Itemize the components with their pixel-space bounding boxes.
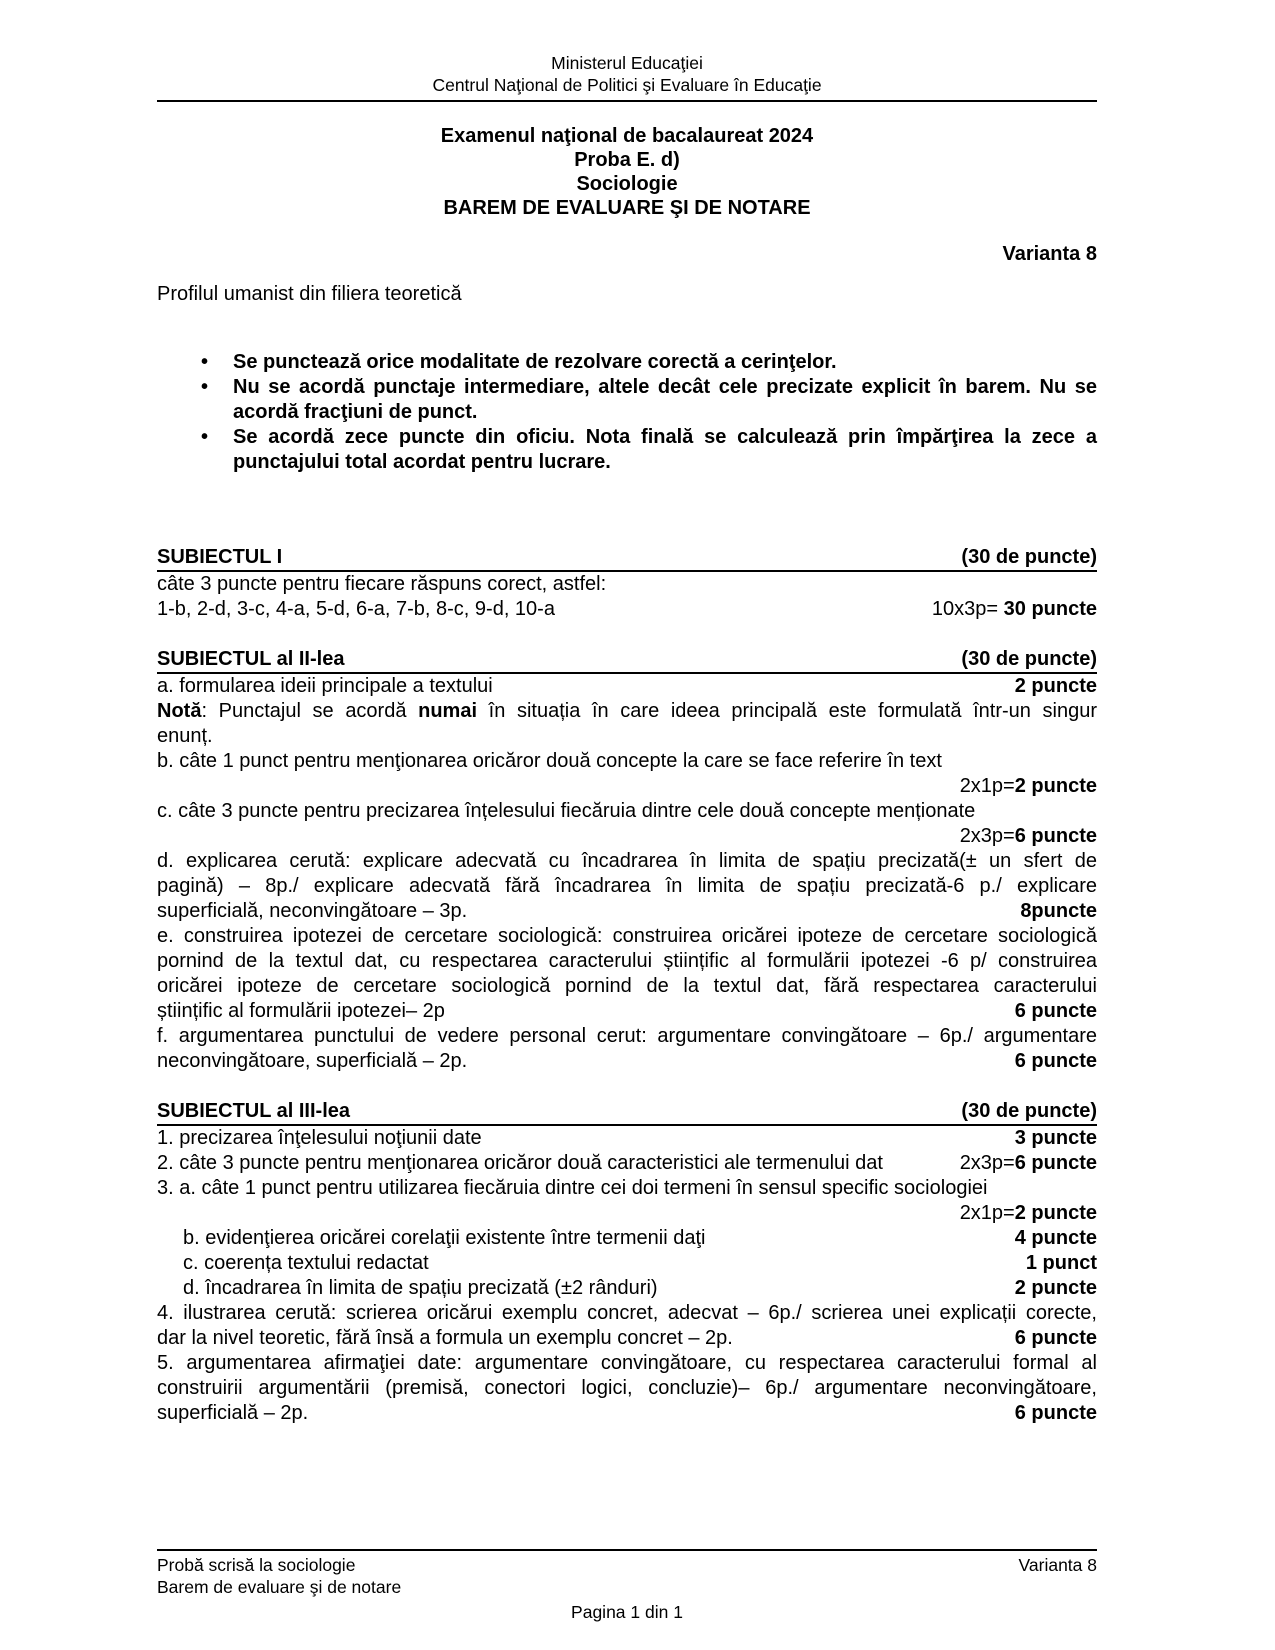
- doc-line: [157, 924, 1097, 949]
- text-segment: c. câte 3 puncte pentru precizarea înțelesului fiecăruia dintre cele două concepte menționate: [157, 800, 976, 822]
- doc-line: [157, 1401, 1097, 1426]
- doc-line: [157, 999, 1097, 1024]
- line-text: [157, 1049, 1005, 1074]
- title-block: [157, 124, 1097, 220]
- line-text: [157, 674, 1005, 699]
- text-segment: 1 punct: [1025, 1252, 1097, 1274]
- line-points: [1005, 1401, 1097, 1426]
- text-segment: pagină) – 8p./ explicare adecvată fără încadrarea în limita de spațiu precizată-6 p./ explicare: [157, 875, 1097, 897]
- exam-subject: Sociologie: [576, 173, 678, 195]
- doc-line: [157, 799, 1097, 824]
- text-segment: 8puncte: [1020, 900, 1097, 922]
- text-segment: pornind de la textul dat, cu respectarea caracterului științific al formulării ipotezei -6 p/ construirea: [157, 950, 1097, 972]
- doc-line: [157, 974, 1097, 999]
- section: [157, 647, 1097, 1074]
- doc-line: [157, 874, 1097, 899]
- text-segment: neconvingătoare, superficială – 2p.: [157, 1050, 468, 1072]
- section-title: SUBIECTUL al III-lea: [157, 1100, 351, 1122]
- section-heading: [157, 545, 1097, 572]
- doc-line: [157, 1201, 1097, 1226]
- exam-title: Examenul naţional de bacalaureat 2024: [440, 125, 814, 147]
- text-segment: oricărei ipoteze de cercetare sociologică pornind de la textul dat, fără respectarea caracterului: [157, 975, 1097, 997]
- line-text: [157, 1401, 1005, 1426]
- center-name: Centrul Naţional de Politici şi Evaluare în Educaţie: [432, 75, 822, 95]
- text-segment: 2x3p=: [959, 1152, 1015, 1174]
- ministry-name: Ministerul Educaţiei: [551, 53, 703, 73]
- section-points: (30 de puncte): [961, 648, 1097, 670]
- doc-line: [157, 674, 1097, 699]
- doc-line: [157, 1351, 1097, 1376]
- line-text: [157, 1351, 1097, 1376]
- section-heading: [157, 647, 1097, 674]
- line-text: [157, 1024, 1097, 1049]
- line-points: [950, 774, 1097, 799]
- text-segment: 2x1p=: [959, 775, 1015, 797]
- line-text: [157, 974, 1097, 999]
- line-points: [1005, 674, 1097, 699]
- exam-proba: Proba E. d): [574, 149, 680, 171]
- doc-line: [157, 1276, 1097, 1301]
- text-segment: științific al formulării ipotezei– 2p: [157, 1000, 445, 1022]
- doc-line: [157, 1024, 1097, 1049]
- bullet-marker-icon: •: [201, 376, 209, 398]
- doc-line: [157, 1151, 1097, 1176]
- section-points: (30 de puncte): [961, 546, 1097, 568]
- footer-variant: Varianta 8: [1018, 1555, 1097, 1575]
- text-segment: b. evidenţierea oricărei corelaţii existente între termenii daţi: [183, 1227, 706, 1249]
- text-segment: 3. a. câte 1 punct pentru utilizarea fiecăruia dintre cei doi termeni în sensul specific sociologiei: [157, 1177, 988, 1199]
- text-segment: 4. ilustrarea cerută: scrierea oricărui exemplu concret, adecvat – 6p./ scrierea unei explicații corecte,: [157, 1302, 1097, 1324]
- line-text: [183, 1251, 1016, 1276]
- line-text: [157, 949, 1097, 974]
- text-segment: a. formularea ideii principale a textului: [157, 675, 493, 697]
- text-segment: d. încadrarea în limita de spațiu precizată (±2 rânduri): [183, 1277, 658, 1299]
- text-segment: e. construirea ipotezei de cercetare sociologică: construirea oricărei ipoteze de cercetare sociologică: [157, 925, 1097, 947]
- text-segment: superficială, neconvingătoare – 3p.: [157, 900, 468, 922]
- text-segment: 6 puncte: [1014, 1402, 1097, 1424]
- footer-barem-label: Barem de evaluare şi de notare: [157, 1577, 402, 1597]
- line-points: [950, 1201, 1097, 1226]
- text-segment: f. argumentarea punctului de vedere personal cerut: argumentare convingătoare – 6p./ argumentare: [157, 1025, 1097, 1047]
- rule-item: [157, 350, 1097, 375]
- line-text: [157, 699, 1097, 724]
- text-segment: 1-b, 2-d, 3-c, 4-a, 5-d, 6-a, 7-b, 8-c, 9-d, 10-a: [157, 598, 555, 620]
- doc-line: [157, 1251, 1097, 1276]
- line-points: [1005, 999, 1097, 1024]
- section: [157, 1099, 1097, 1426]
- line-text: [157, 1176, 1097, 1201]
- text-segment: în situația în care ideea principală este formulată într-un singur: [477, 700, 1097, 722]
- text-segment: 6 puncte: [1014, 1327, 1097, 1349]
- text-segment: d. explicarea cerută: explicare adecvată cu încadrarea în limita de spațiu precizată(± un sfert de: [157, 850, 1097, 872]
- line-text: [157, 1126, 1005, 1151]
- line-points: [1016, 1251, 1097, 1276]
- text-segment: 10x3p=: [931, 598, 1004, 620]
- line-text: [183, 1226, 1005, 1251]
- section-title: SUBIECTUL al II-lea: [157, 648, 345, 670]
- line-points: [1005, 1326, 1097, 1351]
- line-text: [157, 572, 1097, 597]
- doc-line: [157, 1226, 1097, 1251]
- doc-line: [157, 749, 1097, 774]
- doc-line: [157, 1049, 1097, 1074]
- rule-text: Se acordă zece puncte din oficiu. Nota finală se calculează prin împărţirea la zece a punctajului total acordat pentru lucrare.: [233, 426, 1097, 473]
- text-segment: dar la nivel teoretic, fără însă a formula un exemplu concret – 2p.: [157, 1327, 733, 1349]
- text-segment: 2 puncte: [1014, 675, 1097, 697]
- doc-line: [157, 1126, 1097, 1151]
- footer-row: [157, 1554, 1097, 1576]
- line-points: [950, 824, 1097, 849]
- doc-line: [157, 572, 1097, 597]
- line-points: [1005, 1276, 1097, 1301]
- line-text: [183, 1276, 1005, 1301]
- doc-line: [157, 724, 1097, 749]
- doc-line: [157, 1376, 1097, 1401]
- doc-line: [157, 1326, 1097, 1351]
- barem-title: BAREM DE EVALUARE ŞI DE NOTARE: [443, 197, 811, 219]
- line-text: [157, 999, 1005, 1024]
- text-segment: enunț.: [157, 725, 213, 747]
- line-text: [157, 1326, 1005, 1351]
- rule-text: Se punctează orice modalitate de rezolvare corectă a cerinţelor.: [233, 351, 837, 373]
- doc-line: [157, 597, 1097, 622]
- doc-line: [157, 824, 1097, 849]
- doc-line: [157, 849, 1097, 874]
- text-segment: 2 puncte: [1014, 1202, 1097, 1224]
- bullet-marker-icon: •: [201, 426, 209, 448]
- section: [157, 545, 1097, 622]
- text-segment: 2x1p=: [959, 1202, 1015, 1224]
- line-text: [157, 1376, 1097, 1401]
- line-text: [157, 849, 1097, 874]
- section-points: (30 de puncte): [961, 1100, 1097, 1122]
- footer-exam-name: Probă scrisă la sociologie: [157, 1555, 356, 1575]
- section-title: SUBIECTUL I: [157, 546, 283, 568]
- text-segment: câte 3 puncte pentru fiecare răspuns corect, astfel:: [157, 573, 607, 595]
- text-segment: Notă: [157, 700, 202, 722]
- text-segment: 30 puncte: [1003, 598, 1097, 620]
- rule-item: [157, 425, 1097, 475]
- line-text: [157, 724, 1097, 749]
- document-footer: [157, 1549, 1097, 1623]
- line-text: [157, 799, 1097, 824]
- variant-label: Varianta 8: [1002, 243, 1097, 265]
- line-text: [157, 597, 922, 622]
- text-segment: b. câte 1 punct pentru menţionarea oricăror două concepte la care se face referire în text: [157, 750, 942, 772]
- text-segment: : Punctajul se acordă: [201, 700, 419, 722]
- text-segment: c. coerența textului redactat: [183, 1252, 429, 1274]
- doc-line: [157, 699, 1097, 724]
- rule-item: [157, 375, 1097, 425]
- line-points: [1005, 1126, 1097, 1151]
- text-segment: 6 puncte: [1014, 1050, 1097, 1072]
- text-segment: superficială – 2p.: [157, 1402, 309, 1424]
- line-text: [157, 1301, 1097, 1326]
- general-rules-list: [157, 350, 1097, 475]
- text-segment: 2 puncte: [1014, 775, 1097, 797]
- doc-line: [157, 1301, 1097, 1326]
- text-segment: 6 puncte: [1014, 825, 1097, 847]
- text-segment: 2x3p=: [959, 825, 1015, 847]
- profile-line: Profilul umanist din filiera teoretică: [157, 283, 462, 305]
- document-header: [157, 52, 1097, 102]
- text-segment: 6 puncte: [1014, 1152, 1097, 1174]
- line-text: [157, 1151, 950, 1176]
- line-text: [157, 899, 1010, 924]
- text-segment: 4 puncte: [1014, 1227, 1097, 1249]
- line-points: [1005, 1049, 1097, 1074]
- rule-text: Nu se acordă punctaje intermediare, altele decât cele precizate explicit în barem. Nu se acordă fracţiuni de punct.: [233, 376, 1097, 423]
- text-segment: construirii argumentării (premisă, conectori logici, concluzie)– 6p./ argumentare neconvingătoare,: [157, 1377, 1097, 1399]
- page-number: Pagina 1 din 1: [571, 1602, 683, 1622]
- line-points: [950, 1151, 1097, 1176]
- section-heading: [157, 1099, 1097, 1126]
- line-points: [922, 597, 1097, 622]
- text-segment: numai: [418, 700, 478, 722]
- line-points: [1010, 899, 1097, 924]
- text-segment: 2. câte 3 puncte pentru menţionarea oricăror două caracteristici ale termenului dat: [157, 1152, 883, 1174]
- text-segment: 2 puncte: [1014, 1277, 1097, 1299]
- line-points: [1005, 1226, 1097, 1251]
- doc-line: [157, 899, 1097, 924]
- doc-line: [157, 774, 1097, 799]
- sections: [157, 545, 1097, 1426]
- line-text: [157, 874, 1097, 899]
- text-segment: 3 puncte: [1014, 1127, 1097, 1149]
- text-segment: 1. precizarea înţelesului noţiunii date: [157, 1127, 482, 1149]
- text-segment: 5. argumentarea afirmaţiei date: argumentare convingătoare, cu respectarea caracterului formal al: [157, 1352, 1097, 1374]
- line-text: [157, 749, 1097, 774]
- doc-line: [157, 949, 1097, 974]
- doc-line: [157, 1176, 1097, 1201]
- text-segment: 6 puncte: [1014, 1000, 1097, 1022]
- bullet-marker-icon: •: [201, 351, 209, 373]
- line-text: [157, 924, 1097, 949]
